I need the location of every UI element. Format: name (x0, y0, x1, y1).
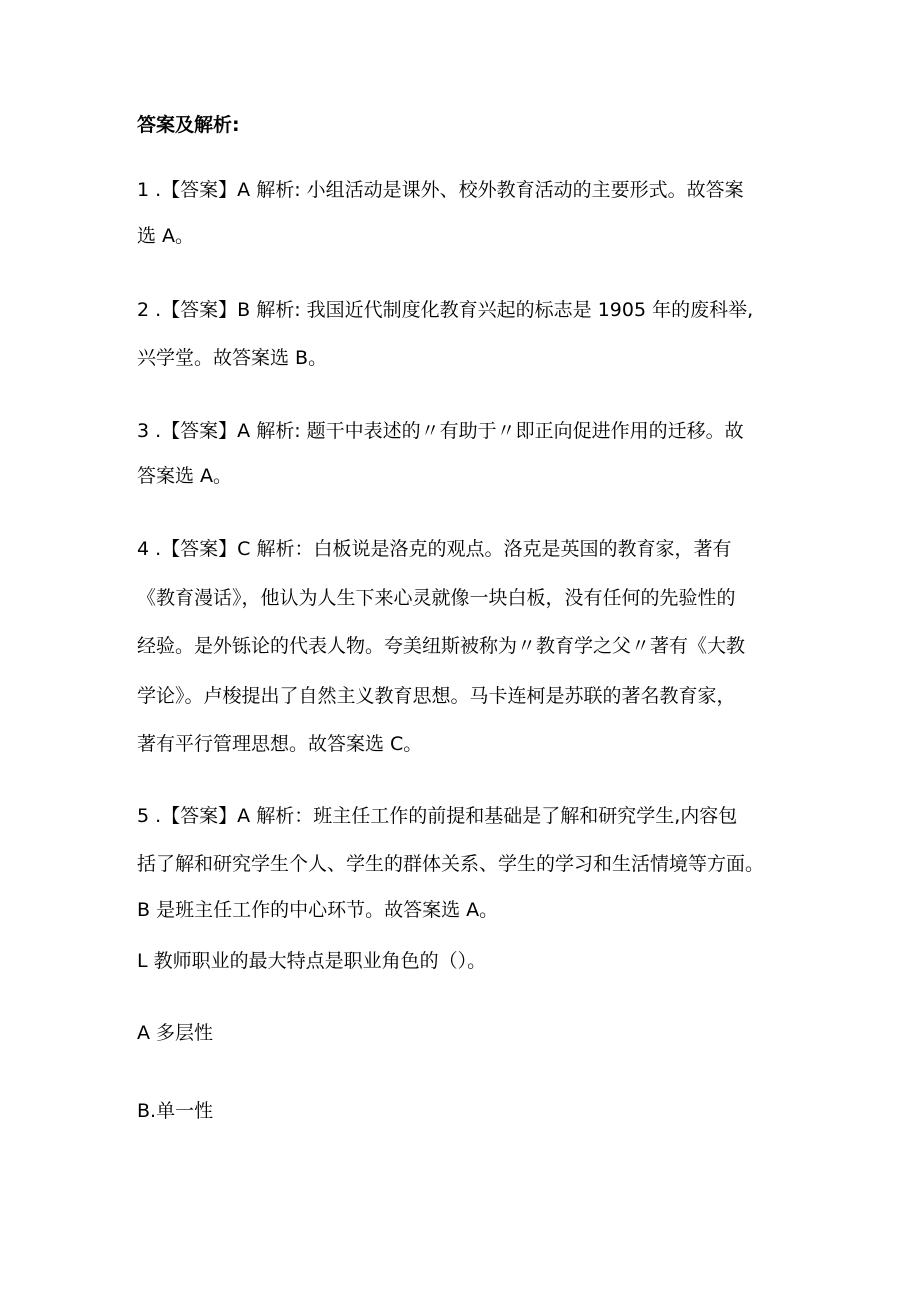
answers-heading: 答案及解析: (137, 114, 240, 136)
answer-1-line-1: 1 .【答案】A 解析: 小组活动是课外、校外教育活动的主要形式。故答案 (137, 179, 744, 201)
answer-3-line-1: 3 .【答案】A 解析: 题干中表述的〃有助于〃即正向促进作用的迁移。故 (137, 420, 744, 442)
answer-3-line-2: 答案选 A。 (137, 465, 233, 487)
answer-4-line-3: 经验。是外铄论的代表人物。夸美纽斯被称为〃教育学之父〃著有《大教 (137, 635, 746, 657)
answer-5-line-1: 5 .【答案】A 解析：班主任工作的前提和基础是了解和研究学生,内容包 (137, 805, 738, 827)
answer-4-line-2: 《教育漫话》，他认为人生下来心灵就像一块白板，没有任何的先验性的 (137, 587, 736, 609)
question-option-b: B.单一性 (137, 1100, 214, 1122)
answer-5-line-3: B 是班主任工作的中心环节。故答案选 A。 (137, 899, 499, 921)
question-stem: L 教师职业的最大特点是职业角色的（）。 (137, 950, 487, 972)
answer-2-line-2: 兴学堂。故答案选 B。 (137, 347, 328, 369)
answer-1-line-2: 选 A。 (137, 225, 195, 247)
answer-4-line-4: 学论》。卢梭提出了自然主义教育思想。马卡连柯是苏联的著名教育家， (137, 685, 736, 707)
answer-4-line-5: 著有平行管理思想。故答案选 C。 (137, 733, 423, 755)
answer-5-line-2: 括了解和研究学生个人、学生的群体关系、学生的学习和生活情境等方面。 (137, 853, 765, 875)
answer-2-line-1: 2 .【答案】B 解析: 我国近代制度化教育兴起的标志是 1905 年的废科举, (137, 299, 754, 321)
answer-4-line-1: 4 .【答案】C 解析：白板说是洛克的观点。洛克是英国的教育家，著有 (137, 538, 732, 560)
question-option-a: A 多层性 (137, 1022, 214, 1044)
